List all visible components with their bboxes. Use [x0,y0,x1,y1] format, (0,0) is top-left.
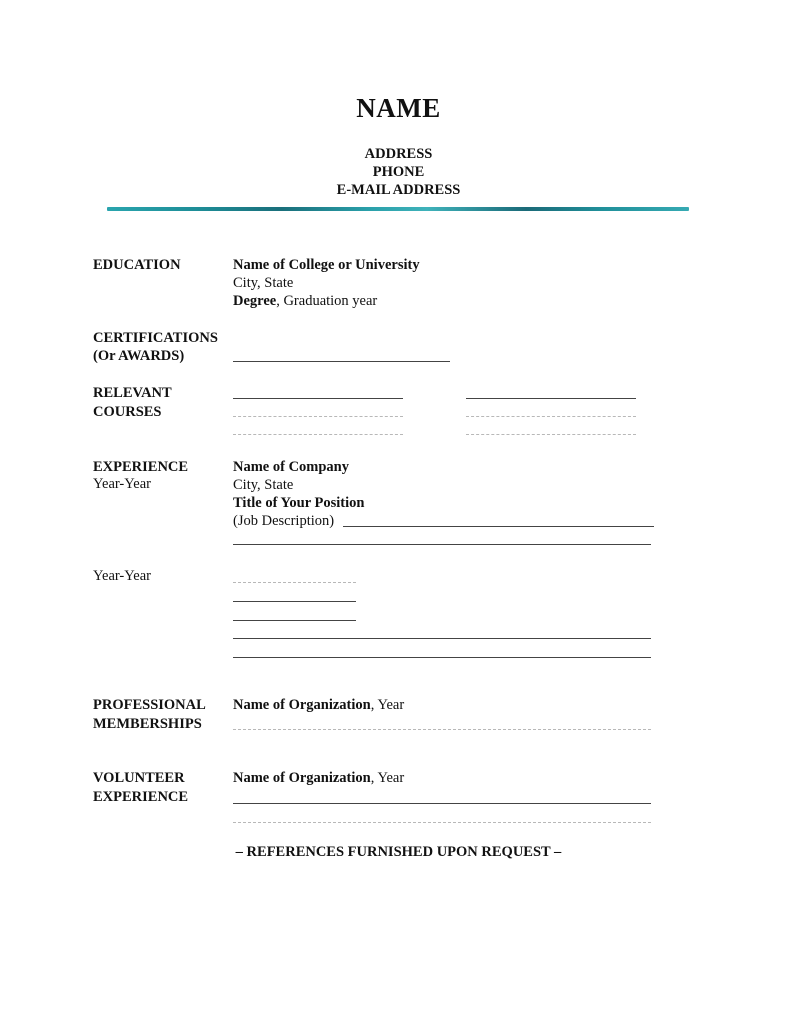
section-label-courses: COURSES [93,404,162,420]
education-location: City, State [233,275,294,291]
section-label-volunteer-experience: EXPERIENCE [93,789,189,805]
course-blank-line[interactable] [233,416,403,417]
resume-name: NAME [356,93,441,123]
membership-blank-line[interactable] [233,729,651,730]
volunteer-blank-line[interactable] [233,822,651,823]
experience-blank-line[interactable] [233,620,356,621]
section-label-experience: EXPERIENCE [93,459,189,475]
section-label-awards: (Or AWARDS) [93,348,185,364]
section-label-education: EDUCATION [93,257,181,273]
section-label-relevant: RELEVANT [93,385,172,401]
education-school: Name of College or University [233,257,420,273]
volunteer-blank-line[interactable] [233,803,651,804]
header-divider [107,207,689,211]
experience-years-2: Year-Year [93,568,151,584]
address: ADDRESS [364,146,433,162]
job-description-label: (Job Description) [233,513,335,529]
organization-name: Name of Organization [233,697,371,713]
course-blank-line[interactable] [466,416,636,417]
course-blank-line[interactable] [233,434,403,435]
certifications-blank-line[interactable] [233,361,450,362]
position-title: Title of Your Position [233,495,365,511]
course-blank-line[interactable] [466,434,636,435]
company-name: Name of Company [233,459,349,475]
experience-blank-line[interactable] [233,601,356,602]
references-note: – REFERENCES FURNISHED UPON REQUEST – [235,844,562,860]
experience-blank-line[interactable] [233,582,356,583]
membership-year: , Year [370,697,405,713]
section-label-volunteer: VOLUNTEER [93,770,185,786]
phone: PHONE [372,164,425,180]
volunteer-year: , Year [370,770,405,786]
degree-label: Degree [233,293,277,309]
section-label-memberships: MEMBERSHIPS [93,716,202,732]
course-blank-line[interactable] [466,398,636,399]
experience-blank-line[interactable] [233,657,651,658]
job-description-blank-line[interactable] [233,544,651,545]
membership-organization [233,696,404,714]
company-location: City, State [233,477,294,493]
section-label-certifications: CERTIFICATIONS [93,330,218,346]
email-address: E-MAIL ADDRESS [336,182,461,198]
education-degree [233,292,377,310]
experience-blank-line[interactable] [233,638,651,639]
organization-name: Name of Organization [233,770,371,786]
section-label-professional: PROFESSIONAL [93,697,206,713]
job-description-blank-line[interactable] [343,526,654,527]
experience-years: Year-Year [93,476,151,492]
volunteer-organization [233,769,404,787]
course-blank-line[interactable] [233,398,403,399]
graduation-year: , Graduation year [276,293,378,309]
